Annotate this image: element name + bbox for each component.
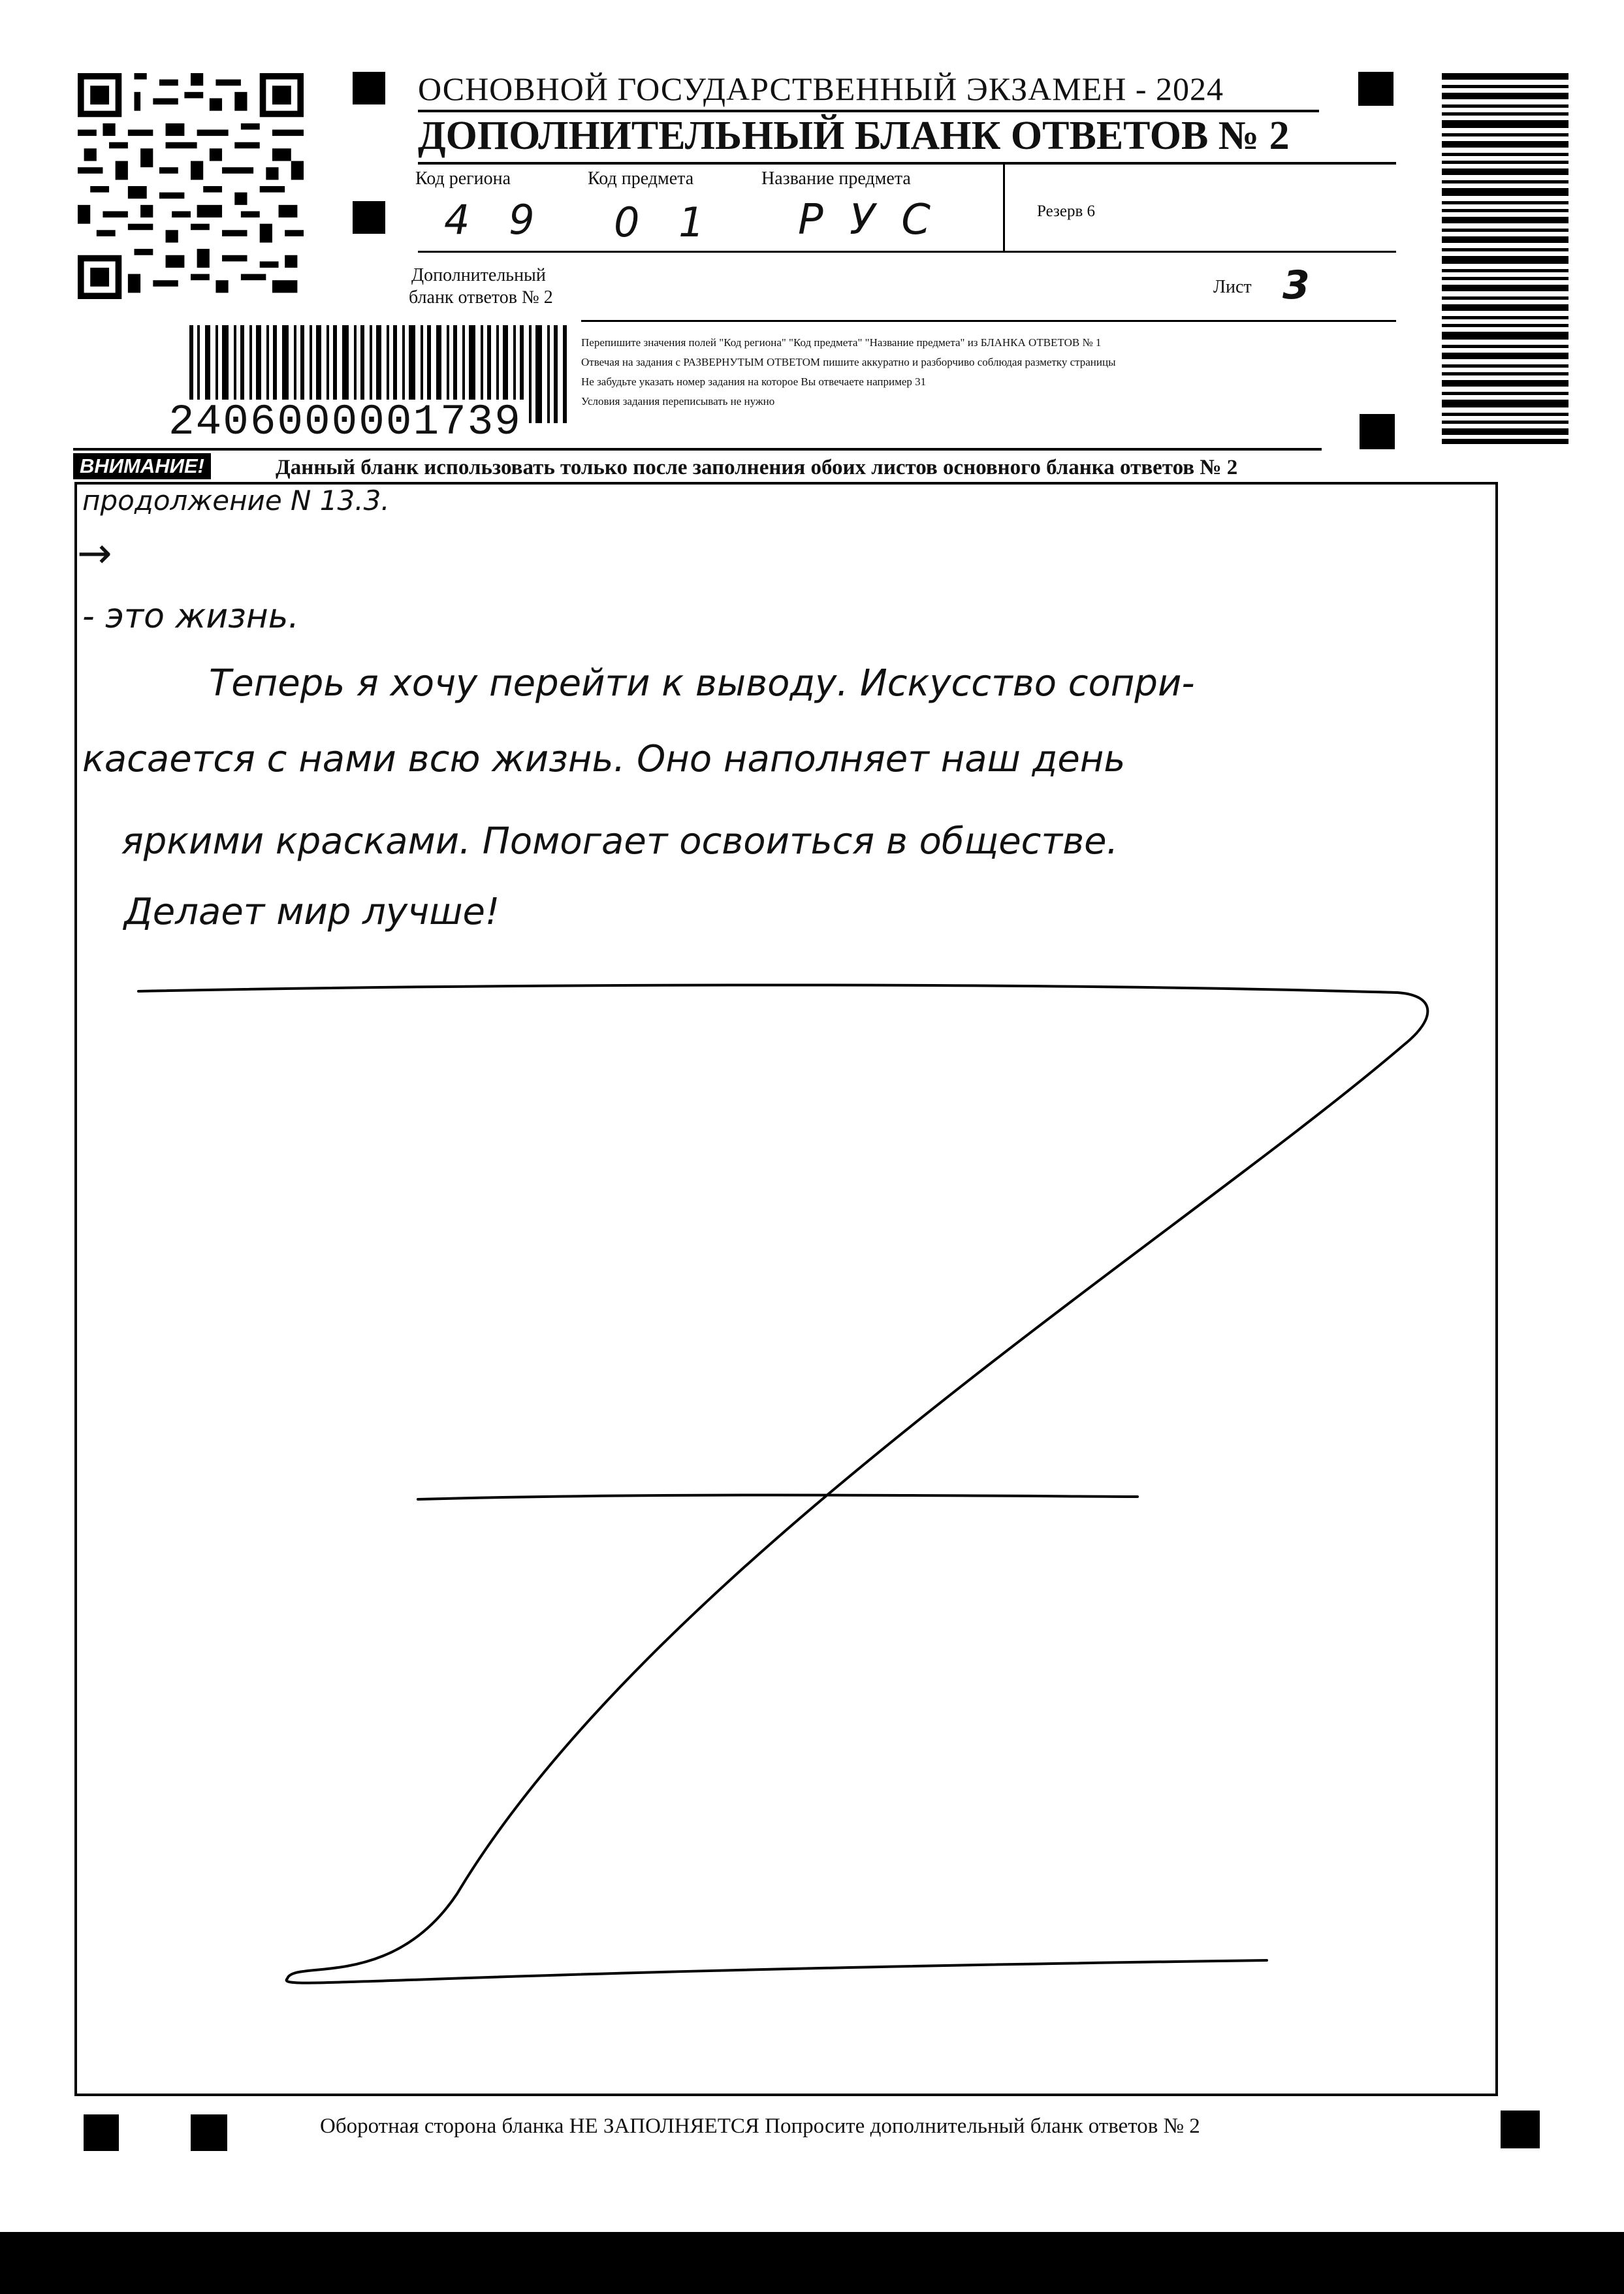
warning-badge: ВНИМАНИЕ! bbox=[73, 453, 211, 479]
sheet-label: Лист bbox=[1213, 277, 1252, 297]
subject-code-value[interactable]: 0 1 bbox=[614, 199, 718, 246]
region-code-value[interactable]: 4 9 bbox=[444, 196, 548, 244]
exam-title: ОСНОВНОЙ ГОСУДАРСТВЕННЫЙ ЭКЗАМЕН - 2024 bbox=[418, 68, 1319, 112]
sheet-number[interactable]: 3 bbox=[1282, 263, 1310, 308]
form-label-1: Дополнительный bbox=[411, 265, 546, 285]
instruction-line: Не забудьте указать номер задания на которое Вы отвечаете например 31 bbox=[581, 375, 927, 388]
subject-name-label: Название предмета bbox=[761, 168, 911, 189]
instruction-line: Перепишите значения полей "Код региона" "Код предмета" "Название предмета" из БЛАНКА ОТВЕТОВ № 1 bbox=[581, 336, 1102, 349]
answer-line: яркими красками. Помогает освоиться в обществе. bbox=[121, 820, 1119, 863]
answer-line: Теперь я хочу перейти к выводу. Искусство сопри- bbox=[209, 662, 1195, 705]
footer-note: Оборотная сторона бланка НЕ ЗАПОЛНЯЕТСЯ Попросите дополнительный бланк ответов № 2 bbox=[320, 2114, 1200, 2138]
answer-line: Делает мир лучше! bbox=[124, 891, 500, 933]
warning-text: Данный бланк использовать только после заполнения обоих листов основного бланка ответов № 2 bbox=[276, 456, 1238, 479]
instruction-line: Отвечая на задания с РАЗВЕРНУТЫМ ОТВЕТОМ пишите аккуратно и разборчиво соблюдая разметку страницы bbox=[581, 356, 1116, 368]
region-code-label: Код региона bbox=[415, 168, 511, 189]
answer-line: → bbox=[77, 530, 112, 578]
reserve-label: Резерв 6 bbox=[1037, 202, 1096, 220]
instruction-line: Условия задания переписывать не нужно bbox=[581, 395, 775, 407]
subject-name-value[interactable]: Р У С bbox=[798, 196, 937, 244]
form-title: ДОПОЛНИТЕЛЬНЫЙ БЛАНК ОТВЕТОВ № 2 bbox=[418, 114, 1290, 158]
subject-code-label: Код предмета bbox=[588, 168, 694, 189]
answer-line: касается с нами всю жизнь. Оно наполняет наш день bbox=[82, 738, 1126, 780]
answer-line: - это жизнь. bbox=[82, 597, 299, 636]
scan-border bbox=[0, 2232, 1624, 2294]
answer-line: продолжение N 13.3. bbox=[82, 485, 390, 517]
form-label-2: бланк ответов № 2 bbox=[409, 287, 553, 308]
barcode-number: 2406000001739 bbox=[165, 400, 526, 445]
